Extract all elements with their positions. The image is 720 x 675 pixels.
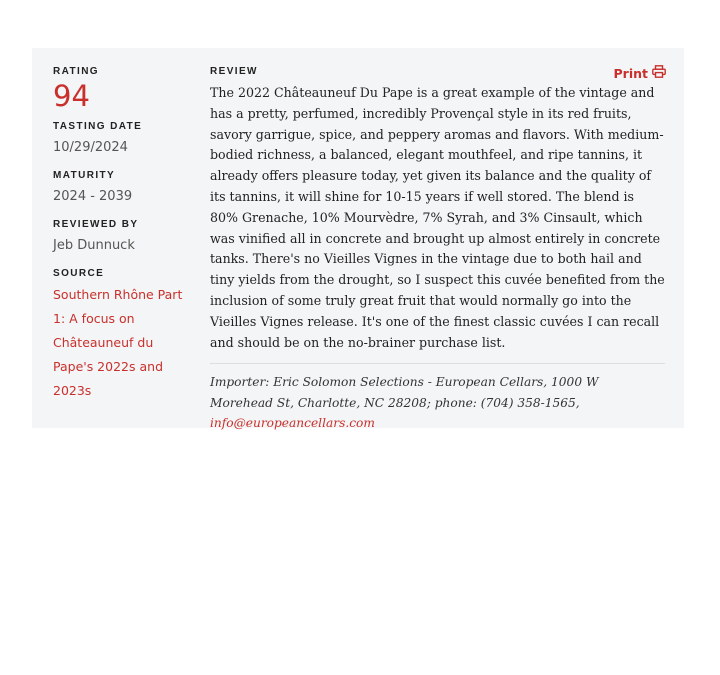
divider (210, 363, 665, 364)
rating-label: RATING (53, 66, 99, 77)
importer-text: Importer: Eric Solomon Selections - European Cellars, 1000 W Morehead St, Charlotte, NC 28208; phone: (704) 358-1565, (210, 375, 599, 410)
review-text: The 2022 Châteauneuf Du Pape is a great example of the vintage and has a pretty, perfumed, incredibly Provençal style in its red fruits, savory garrigue, spice, and peppery aromas and flavors. With medium-bodied richness, a balanced, elegant mouthfeel, and ripe tannins, it already offers pleasure today, yet given its balance and the quality of its tannins, it will shine for 10-15 years if well stored. The blend is 80% Grenache, 10% Mourvèdre, 7% Syrah, and 3% Cinsault, which was vinified all in concrete and brought up almost entirely in concrete tanks. There's no Vieilles Vignes in the vintage due to both hail and tiny yields from the drought, so I suspect this cuvée benefited from the inclusion of some truly great fruit that would normally go into the Vieilles Vignes release. It's one of the finest classic cuvées I can recall and should be on the no-brainer purchase list. (210, 85, 665, 350)
source-label: SOURCE (53, 268, 105, 279)
reviewer-name: Jeb Dunnuck (53, 238, 135, 253)
tasting-date-label: TASTING DATE (53, 121, 143, 132)
maturity-label: MATURITY (53, 170, 116, 181)
source-link[interactable]: Southern Rhône Part 1: A focus on Châteauneuf du Pape's 2022s and 2023s (53, 287, 183, 398)
tasting-date-value: 10/29/2024 (53, 140, 128, 155)
importer-info (210, 372, 665, 434)
review-sidebar (53, 66, 193, 403)
maturity-value: 2024 - 2039 (53, 189, 133, 204)
review-main (210, 66, 665, 434)
review-label: REVIEW (210, 66, 258, 77)
reviewed-by-label: REVIEWED BY (53, 219, 139, 230)
print-label: Print (613, 65, 648, 81)
importer-email-link[interactable]: info@europeancellars.com (210, 416, 375, 431)
rating-value: 94 (53, 79, 90, 113)
review-card (32, 48, 684, 431)
